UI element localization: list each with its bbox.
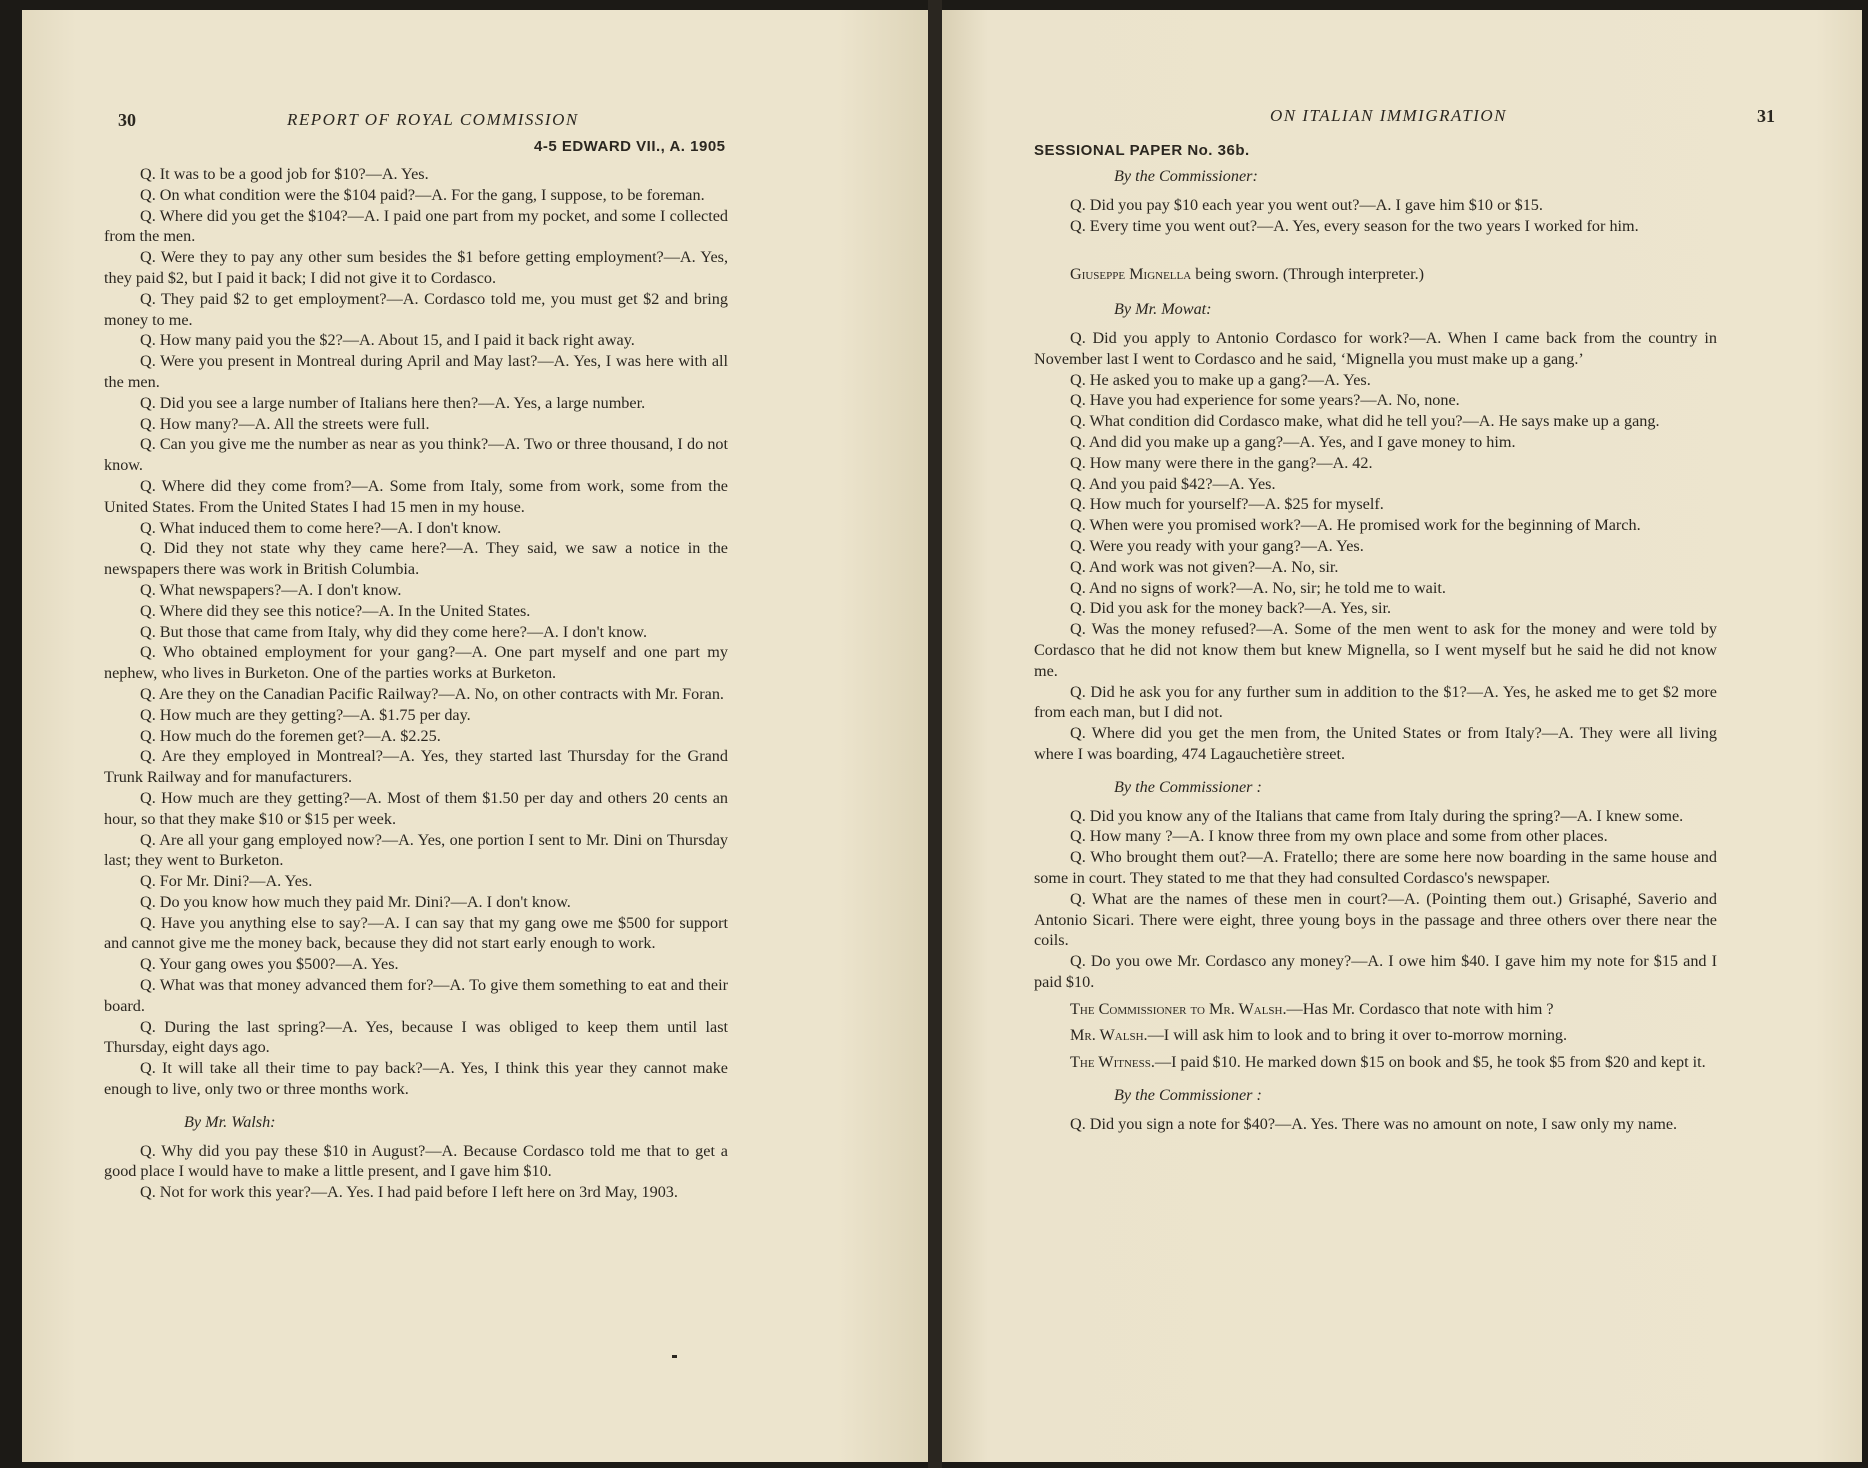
section-heading: By Mr. Mowat: xyxy=(1114,300,1212,319)
paragraph: Q. For Mr. Dini?—A. Yes. xyxy=(140,872,313,891)
paragraph: Q. It will take all their time to pay back?—A. Yes, I think this year they cannot make enough to live, only two or three months work. xyxy=(104,1059,728,1099)
paragraph: Q. It was to be a good job for $10?—A. Yes. xyxy=(140,165,429,183)
paragraph: Q. And you paid $42?—A. Yes. xyxy=(1070,474,1276,493)
exchange-text: —I paid $10. He marked down $15 on book and $5, he took $5 from $20 and kept it. xyxy=(1154,1053,1706,1072)
paragraph: Q. How many ?—A. I know three from my own place and some from other places. xyxy=(1070,827,1608,846)
paragraph: Q. Were you present in Montreal during April and May last?—A. Yes, I was here with all the men. xyxy=(104,352,728,391)
paragraph: Q. How much do the foremen get?—A. $2.25. xyxy=(140,726,441,745)
paragraph: Q. But those that came from Italy, why did they come here?—A. I don't know. xyxy=(140,622,647,641)
paragraph: Q. Where did you get the men from, the United States or from Italy?—A. They were all living where I was boarding, 474 Lagauchetière street. xyxy=(1034,724,1717,763)
paragraph: Q. How many were there in the gang?—A. 42. xyxy=(1070,453,1373,472)
paragraph: Q. Who brought them out?—A. Fratello; there are some here now boarding in the same house and some in court. They stated to me that they had consulted Cordasco's newspaper. xyxy=(1034,848,1717,887)
paragraph: Q. Have you anything else to say?—A. I can say that my gang owe me $500 for support and cannot give me the money back, because they did not start early enough to work. xyxy=(104,913,728,953)
paragraph: Q. What newspapers?—A. I don't know. xyxy=(140,580,402,599)
paragraph: Q. Your gang owes you $500?—A. Yes. xyxy=(140,955,399,974)
paragraph: Q. Every time you went out?—A. Yes, every season for the two years I worked for him. xyxy=(1070,216,1639,235)
paragraph: Q. Are all your gang employed now?—A. Yes, one portion I sent to Mr. Dini on Thursday last; they went to Burketon. xyxy=(104,830,728,870)
section-heading: By the Commissioner : xyxy=(1114,777,1262,796)
paragraph: Q. Did you ask for the money back?—A. Yes, sir. xyxy=(1070,599,1392,618)
paragraph: Q. Who obtained employment for your gang?—A. One part myself and one part my nephew, who lives in Burketon. One of the parties works at Burketon. xyxy=(104,643,728,683)
paragraph: Q. How many paid you the $2?—A. About 15, and I paid it back right away. xyxy=(140,331,635,350)
exchange-line xyxy=(1034,1052,1717,1073)
paragraph: Q. Do you owe Mr. Cordasco any money?—A. I owe him $40. I gave him my note for $15 and I paid $10. xyxy=(1034,952,1717,991)
page-number: 31 xyxy=(1757,106,1775,126)
paragraph: Q. Did you pay $10 each year you went out?—A. I gave him $10 or $15. xyxy=(1070,195,1543,214)
paragraph: Q. Where did you get the $104?—A. I paid one part from my pocket, and some I collected from the men. xyxy=(104,206,728,246)
witness-sworn-line xyxy=(1034,264,1717,285)
exchange-line xyxy=(1034,999,1717,1020)
paragraph: Q. Have you had experience for some years?—A. No, none. xyxy=(1070,391,1460,410)
right-body xyxy=(1034,164,1717,1135)
running-head: REPORT OF ROYAL COMMISSION xyxy=(287,110,579,129)
paragraph: Q. Are they on the Canadian Pacific Railway?—A. No, on other contracts with Mr. Foran. xyxy=(140,684,724,703)
paragraph: Q. During the last spring?—A. Yes, because I was obliged to keep them until last Thursday, eight days ago. xyxy=(104,1017,728,1057)
paragraph: Q. Did you apply to Antonio Cordasco for work?—A. When I came back from the country in November last I went to Cordasco and he said, ‘Mignella you must make up a gang.’ xyxy=(1034,328,1717,368)
paragraph: Q. Can you give me the number as near as you think?—A. Two or three thousand, I do not know. xyxy=(104,435,728,475)
paragraph: Q. How much are they getting?—A. Most of them $1.50 per day and others 20 cents an hour, so that they make $10 or $15 per week. xyxy=(104,788,728,828)
paragraph: Q. Where did they see this notice?—A. In the United States. xyxy=(140,601,531,620)
paragraph: Q. How much for yourself?—A. $25 for myself. xyxy=(1070,495,1384,514)
paragraph: Q. Was the money refused?—A. Some of the men went to ask for the money and were told by Cordasco that he did not know them but knew Mignella, so I went myself but he said he did not know me. xyxy=(1034,620,1717,680)
sessional-paper: SESSIONAL PAPER No. 36b. xyxy=(1034,142,1250,159)
paragraph: Q. Were you ready with your gang?—A. Yes. xyxy=(1070,536,1364,555)
paragraph: Q. Are they employed in Montreal?—A. Yes, they started last Thursday for the Grand Trunk Railway and for manufacturers. xyxy=(104,747,728,787)
paragraph: Q. Where did they come from?—A. Some from Italy, some from work, some from the United States. From the United States I had 15 men in my house. xyxy=(104,476,728,516)
paragraph: Q. How much are they getting?—A. $1.75 per day. xyxy=(140,705,471,724)
ink-mark xyxy=(672,1355,677,1358)
paragraph: Q. Did you know any of the Italians that came from Italy during the spring?—A. I knew some. xyxy=(1070,806,1684,825)
paragraph: Q. And did you make up a gang?—A. Yes, and I gave money to him. xyxy=(1070,432,1516,451)
paragraph: Q. Not for work this year?—A. Yes. I had paid before I left here on 3rd May, 1903. xyxy=(140,1183,678,1202)
paragraph: Q. What are the names of these men in court?—A. (Pointing them out.) Grisaphé, Saverio and Antonio Sicari. There were eight, three young boys in the passage and three others over there near the coils. xyxy=(1034,889,1717,950)
paragraph: Q. On what condition were the $104 paid?—A. For the gang, I suppose, to be foreman. xyxy=(140,185,705,204)
page-number: 30 xyxy=(118,110,136,130)
series-line: 4-5 EDWARD VII., A. 1905 xyxy=(534,138,726,155)
speaker: The Commissioner to Mr. Walsh. xyxy=(1070,999,1287,1018)
witness-name: Giuseppe Mignella xyxy=(1070,265,1192,284)
running-head: ON ITALIAN IMMIGRATION xyxy=(1270,106,1507,125)
exchange-line xyxy=(1034,1025,1717,1046)
right-page xyxy=(942,10,1862,1462)
section-heading: By the Commissioner : xyxy=(1114,1086,1262,1105)
paragraph: Q. Did they not state why they came here?—A. They said, we saw a notice in the newspapers there was work in British Columbia. xyxy=(104,539,728,579)
section-heading: By the Commissioner: xyxy=(1114,167,1258,185)
paragraph: Q. Why did you pay these $10 in August?—A. Because Cordasco told me that to get a good place I would have to make a little present, and I gave him $10. xyxy=(104,1141,728,1181)
book-gutter xyxy=(928,0,942,1468)
left-page xyxy=(22,10,928,1462)
sworn-text: being sworn. (Through interpreter.) xyxy=(1191,265,1425,284)
paragraph: Q. What was that money advanced them for?—A. To give them something to eat and their board. xyxy=(104,976,728,1015)
paragraph: Q. Were they to pay any other sum besides the $1 before getting employment?—A. Yes, they paid $2, but I paid it back; I did not give it to Cordasco. xyxy=(104,248,728,287)
speaker: The Witness. xyxy=(1070,1053,1155,1072)
left-body xyxy=(104,164,728,1203)
paragraph: Q. They paid $2 to get employment?—A. Cordasco told me, you must get $2 and bring money to me. xyxy=(104,289,728,329)
paragraph: Q. When were you promised work?—A. He promised work for the beginning of March. xyxy=(1070,516,1641,535)
paragraph: Q. And work was not given?—A. No, sir. xyxy=(1070,557,1339,576)
paragraph: Q. And no signs of work?—A. No, sir; he told me to wait. xyxy=(1070,578,1446,597)
paragraph: Q. Do you know how much they paid Mr. Dini?—A. I don't know. xyxy=(140,892,571,911)
paragraph: Q. What induced them to come here?—A. I don't know. xyxy=(140,518,502,537)
exchange-text: —I will ask him to look and to bring it over to-morrow morning. xyxy=(1147,1026,1568,1045)
paragraph: Q. How many?—A. All the streets were full. xyxy=(140,414,430,433)
paragraph: Q. Did he ask you for any further sum in addition to the $1?—A. Yes, he asked me to get $2 more from each man, but I did not. xyxy=(1034,682,1717,722)
paragraph: Q. What condition did Cordasco make, what did he tell you?—A. He says make up a gang. xyxy=(1070,412,1660,431)
exchange-text: —Has Mr. Cordasco that note with him ? xyxy=(1286,999,1554,1018)
speaker: Mr. Walsh. xyxy=(1070,1026,1148,1045)
paragraph: Q. He asked you to make up a gang?—A. Yes. xyxy=(1070,370,1371,389)
paragraph: Q. Did you see a large number of Italians here then?—A. Yes, a large number. xyxy=(140,393,646,412)
section-heading: By Mr. Walsh: xyxy=(184,1112,276,1131)
paragraph: Q. Did you sign a note for $40?—A. Yes. There was no amount on note, I saw only my name. xyxy=(1070,1114,1678,1133)
